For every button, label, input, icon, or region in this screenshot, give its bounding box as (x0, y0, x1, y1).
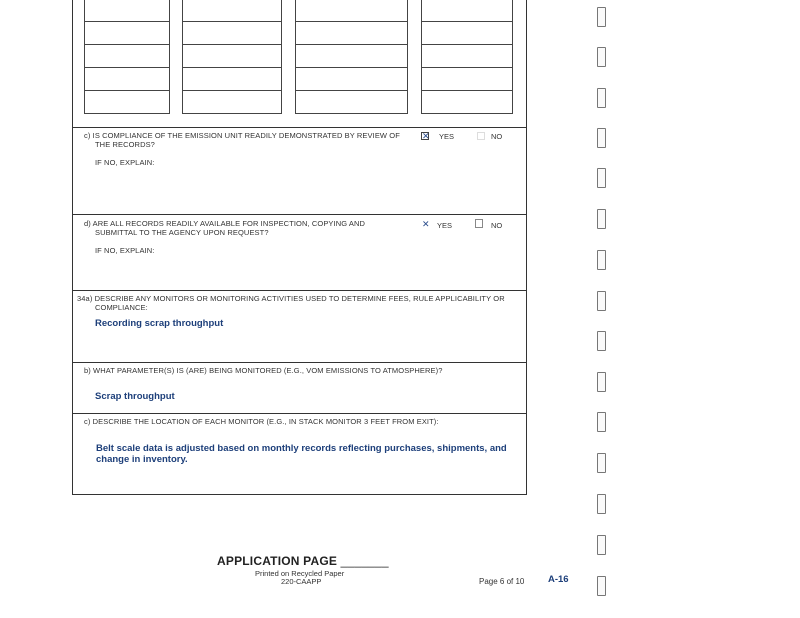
binder-ring (597, 250, 606, 270)
divider (72, 413, 527, 414)
records-column (295, 0, 408, 114)
divider (72, 290, 527, 291)
no-checkbox-c[interactable] (477, 132, 485, 140)
no-label-c: NO (491, 132, 503, 141)
divider (72, 362, 527, 363)
binder-ring (597, 576, 606, 596)
records-column (182, 0, 282, 114)
answer-b: Scrap throughput (95, 391, 175, 402)
form-code: 220-CAAPP (281, 577, 322, 586)
binder-ring (597, 88, 606, 108)
binder-ring (597, 412, 606, 432)
binder-ring (597, 47, 606, 67)
answer-c2: Belt scale data is adjusted based on monthly records reflecting purchases, shipments, and change in inventory. (96, 443, 507, 465)
question-b: b) WHAT PARAMETER(S) IS (ARE) BEING MONITORED (E.G., VOM EMISSIONS TO ATMOSPHERE)? (84, 366, 443, 375)
recycled-note: Printed on Recycled Paper (255, 569, 345, 578)
binder-ring (597, 168, 606, 188)
binder-ring (597, 128, 606, 148)
yes-checkbox-d[interactable]: ✕ (422, 219, 430, 229)
page-number: Page 6 of 10 (479, 577, 525, 586)
explain-label-d: IF NO, EXPLAIN: (95, 246, 155, 255)
divider (72, 214, 527, 215)
yes-label-d: YES (437, 221, 453, 230)
yes-label-c: YES (439, 132, 455, 141)
explain-label-c: IF NO, EXPLAIN: (95, 158, 155, 167)
no-label-d: NO (491, 221, 503, 230)
binder-ring (597, 372, 606, 392)
binder-ring (597, 331, 606, 351)
yes-checkbox-c[interactable]: ✕ (422, 131, 430, 141)
question-d: d) ARE ALL RECORDS READILY AVAILABLE FOR INSPECTION, COPYING AND SUBMITTAL TO THE AGENCY UPON REQUEST? (84, 219, 366, 237)
binder-ring (597, 535, 606, 555)
binder-ring (597, 453, 606, 473)
question-c: c) IS COMPLIANCE OF THE EMISSION UNIT READILY DEMONSTRATED BY REVIEW OF THE RECORDS? (84, 131, 400, 149)
records-column (84, 0, 170, 114)
answer-34a: Recording scrap throughput (95, 318, 224, 329)
question-c2: c) DESCRIBE THE LOCATION OF EACH MONITOR (E.G., IN STACK MONITOR 3 FEET FROM EXIT): (84, 417, 439, 426)
binder-ring (597, 209, 606, 229)
no-checkbox-d[interactable] (475, 219, 483, 228)
question-34a: 34a) DESCRIBE ANY MONITORS OR MONITORING ACTIVITIES USED TO DETERMINE FEES, RULE APPLICABILITY OR COMPLIANCE: (77, 294, 505, 312)
binder-ring (597, 291, 606, 311)
footer-title: APPLICATION PAGE _______ (217, 554, 389, 568)
binder-ring (597, 7, 606, 27)
records-column (421, 0, 513, 114)
divider (72, 127, 527, 128)
attachment-number: A-16 (548, 574, 569, 585)
binder-ring (597, 494, 606, 514)
